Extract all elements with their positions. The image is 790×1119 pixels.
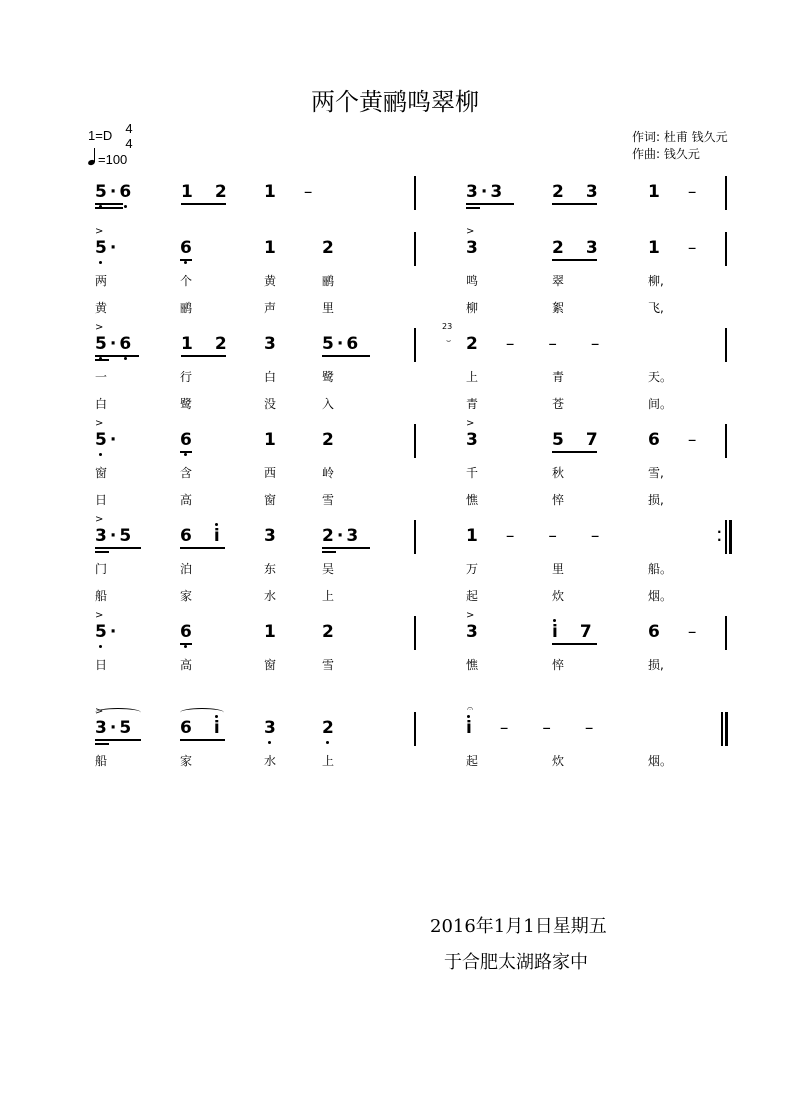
note-digit: 5 [119, 718, 132, 738]
note-digit [564, 182, 586, 202]
note-group [95, 238, 119, 258]
lyric-syllable: 黄 [95, 301, 108, 315]
lyric-syllable: 两 [95, 274, 108, 288]
fermata-icon: 𝄐 [467, 702, 474, 715]
note-digit: 6 [119, 334, 131, 354]
note-digit [660, 182, 682, 202]
note-digit: 2 [552, 238, 564, 258]
note-digit: i [552, 622, 558, 642]
credits [632, 129, 728, 163]
note-group [648, 430, 702, 450]
lyric-syllable: 上 [322, 754, 335, 768]
bar-line [414, 616, 416, 650]
beam-line [95, 739, 141, 741]
lyric-syllable: 日 [95, 493, 108, 507]
note-digit: 3 [95, 718, 107, 738]
note-group [552, 622, 592, 642]
note-digit: 5 [95, 238, 107, 258]
note-digit: 5 [95, 430, 107, 450]
time-signature-top: 4 [125, 121, 133, 136]
beam-line [180, 547, 225, 549]
note-digit: · [109, 182, 117, 202]
note-digit: · [480, 182, 488, 202]
note-digit: 6 [180, 526, 192, 546]
note-digit [557, 718, 579, 738]
note-digit: – [590, 334, 600, 354]
lyric-syllable: 天。 [648, 370, 673, 384]
lyric-syllable: 鹭 [322, 370, 335, 384]
time-signature [122, 121, 136, 151]
accent-mark-icon: > [466, 610, 475, 621]
bar-line [725, 328, 727, 362]
note-digit: 1 [466, 526, 478, 546]
note-group [264, 526, 276, 546]
beam-line [322, 355, 370, 357]
note-digit: – [505, 334, 515, 354]
lyric-syllable: 窗 [264, 493, 277, 507]
lyric-syllable: 窗 [264, 658, 277, 672]
note-digit: – [687, 622, 697, 642]
lyric-syllable: 悴 [552, 658, 565, 672]
lyric-syllable: 没 [264, 397, 277, 411]
lyric-syllable: 岭 [322, 466, 335, 480]
note-digit [192, 526, 214, 546]
note-digit: 5 [119, 526, 132, 546]
lyric-syllable: 损, [648, 493, 664, 507]
note-group [264, 238, 276, 258]
composer: 作曲: 钱久元 [632, 147, 700, 161]
lyric-syllable: 里 [322, 301, 335, 315]
note-group [552, 238, 598, 258]
low-octave-dot [124, 205, 127, 208]
key-signature: 1=D [88, 128, 113, 143]
low-octave-dot [268, 741, 271, 744]
note-group [95, 182, 131, 202]
note-group [466, 622, 478, 642]
note-digit: 2 [466, 334, 478, 354]
bar-line [414, 328, 416, 362]
note-digit [478, 526, 500, 546]
note-digit: 3 [264, 526, 276, 546]
lyric-syllable: 间。 [648, 397, 673, 411]
beam-line [95, 355, 139, 357]
lyric-syllable: 飞, [648, 301, 664, 315]
note-group [648, 182, 702, 202]
lyric-syllable: 鹂 [180, 301, 193, 315]
beam-line [322, 547, 370, 549]
lyric-syllable: 翠 [552, 274, 565, 288]
note-digit: 3 [585, 182, 598, 202]
note-digit: 3 [95, 526, 107, 546]
lyric-syllable: 吴 [322, 562, 335, 576]
high-octave-dot [553, 619, 556, 622]
note-digit: i [214, 718, 220, 738]
lyricist: 作词: 杜甫 钱久元 [632, 130, 728, 144]
note-digit: – [505, 526, 515, 546]
footer-date: 2016年1月1日星期五 [430, 916, 607, 937]
note-group [322, 430, 334, 450]
note-group [466, 526, 605, 546]
lyric-syllable: 青 [466, 397, 479, 411]
note-group [552, 430, 598, 450]
lyric-syllable: 家 [180, 589, 193, 603]
note-digit: i [214, 526, 220, 546]
footer-place: 于合肥太湖路家中 [444, 952, 588, 973]
beam-line [95, 207, 123, 209]
note-digit: 1 [181, 334, 193, 354]
note-digit: 6 [648, 622, 660, 642]
lyric-syllable: 高 [180, 658, 193, 672]
note-digit: 3 [466, 182, 478, 202]
note-digit: 3 [466, 430, 478, 450]
lyric-syllable: 鹂 [322, 274, 335, 288]
note-digit: – [590, 526, 600, 546]
beam-line [466, 207, 480, 209]
note-digit [520, 334, 542, 354]
note-digit: 1 [264, 238, 276, 258]
note-digit: 2 [322, 718, 334, 738]
tempo-marking [88, 150, 127, 167]
note-group [264, 430, 276, 450]
bar-line [725, 232, 727, 266]
accent-mark-icon: > [95, 322, 104, 333]
note-digit: – [687, 238, 697, 258]
low-octave-dot [184, 645, 187, 648]
lyric-syllable: 家 [180, 754, 193, 768]
note-digit [660, 622, 682, 642]
repeat-bar-line [725, 520, 727, 554]
lyric-syllable: 船 [95, 754, 108, 768]
time-signature-bottom: 4 [125, 136, 133, 151]
note-digit: · [109, 238, 117, 258]
lyric-syllable: 鸣 [466, 274, 479, 288]
beam-line [180, 451, 192, 453]
note-digit [514, 718, 536, 738]
beam-line [95, 547, 141, 549]
lyric-syllable: 憔 [466, 493, 479, 507]
note-digit: 3 [466, 622, 478, 642]
lyric-syllable: 千 [466, 466, 479, 480]
lyric-syllable: 雪, [648, 466, 664, 480]
beam-line [180, 739, 225, 741]
lyric-syllable: 絮 [552, 301, 565, 315]
lyric-syllable: 起 [466, 589, 479, 603]
note-digit: 3 [264, 334, 276, 354]
note-digit: · [336, 334, 344, 354]
note-digit: – [584, 718, 594, 738]
low-octave-dot [99, 453, 102, 456]
note-digit: 5 [95, 622, 107, 642]
note-digit: 2 [214, 182, 227, 202]
note-group [322, 718, 334, 738]
note-digit: 6 [180, 622, 192, 642]
note-digit: · [109, 526, 117, 546]
note-group [180, 430, 192, 450]
bar-line [414, 232, 416, 266]
note-digit: 2 [322, 622, 334, 642]
note-digit [563, 526, 585, 546]
lyric-syllable: 水 [264, 589, 277, 603]
lyric-syllable: 行 [180, 370, 193, 384]
lyric-syllable: 西 [264, 466, 277, 480]
note-group [95, 526, 131, 546]
note-digit: – [303, 182, 313, 202]
note-digit: 1 [181, 182, 193, 202]
lyric-syllable: 船。 [648, 562, 673, 576]
note-digit: 6 [180, 238, 192, 258]
beam-line [552, 451, 597, 453]
final-bar-thick [725, 712, 728, 746]
note-digit: 2 [214, 334, 227, 354]
note-digit: 3 [264, 718, 276, 738]
note-digit: – [542, 718, 551, 738]
lyric-syllable: 日 [95, 658, 108, 672]
grace-slur: ⌣ [446, 336, 452, 345]
note-digit [193, 182, 215, 202]
note-group [95, 334, 131, 354]
note-group [95, 622, 119, 642]
beam-line [552, 643, 597, 645]
note-digit: · [109, 334, 117, 354]
note-digit: 6 [119, 182, 131, 202]
note-digit: 6 [346, 334, 359, 354]
low-octave-dot [99, 645, 102, 648]
low-octave-dot [184, 453, 187, 456]
note-digit: · [109, 718, 117, 738]
lyric-syllable: 声 [264, 301, 277, 315]
note-digit [276, 182, 298, 202]
note-digit: 7 [579, 622, 592, 642]
note-group [181, 334, 227, 354]
bar-line [414, 176, 416, 210]
note-digit: · [336, 526, 344, 546]
note-group [466, 430, 478, 450]
note-digit: 3 [466, 238, 478, 258]
lyric-syllable: 烟。 [648, 589, 673, 603]
lyric-syllable: 炊 [552, 589, 565, 603]
lyric-syllable: 含 [180, 466, 193, 480]
accent-mark-icon: > [95, 226, 104, 237]
note-digit: 1 [648, 182, 660, 202]
note-digit [564, 238, 586, 258]
note-digit: 1 [264, 622, 276, 642]
grace-notes: 23 [442, 322, 453, 331]
note-digit [563, 334, 585, 354]
lyric-syllable: 上 [322, 589, 335, 603]
note-digit: · [109, 622, 117, 642]
tempo-value: =100 [98, 152, 128, 167]
lyric-syllable: 里 [552, 562, 565, 576]
note-group [181, 182, 227, 202]
note-digit: 1 [648, 238, 660, 258]
lyric-syllable: 青 [552, 370, 565, 384]
lyric-syllable: 憔 [466, 658, 479, 672]
note-digit: – [548, 526, 557, 546]
note-digit: 6 [180, 430, 192, 450]
bar-line [414, 424, 416, 458]
note-digit: – [687, 430, 697, 450]
note-digit: 5 [552, 430, 564, 450]
repeat-dots-icon: · · [717, 525, 722, 547]
note-group [648, 238, 702, 258]
accent-mark-icon: > [95, 610, 104, 621]
beam-line [95, 203, 123, 205]
note-group [264, 718, 276, 738]
lyric-syllable: 柳 [466, 301, 479, 315]
lyric-syllable: 起 [466, 754, 479, 768]
note-group [466, 238, 478, 258]
note-group [180, 622, 192, 642]
lyric-syllable: 损, [648, 658, 664, 672]
note-digit: 2 [322, 526, 334, 546]
note-group [95, 430, 119, 450]
note-digit [660, 238, 682, 258]
beam-line [181, 203, 226, 205]
note-group [95, 718, 131, 738]
repeat-bar-thick [729, 520, 732, 554]
note-digit: – [687, 182, 697, 202]
note-digit: · [109, 430, 117, 450]
accent-mark-icon: > [466, 418, 475, 429]
note-group [180, 238, 192, 258]
lyric-syllable: 入 [322, 397, 335, 411]
beam-line [181, 355, 226, 357]
note-group [180, 718, 220, 738]
accent-mark-icon: > [466, 226, 475, 237]
beam-line [552, 259, 597, 261]
note-group [552, 182, 598, 202]
bar-line [414, 520, 416, 554]
bar-line [725, 616, 727, 650]
beam-line [466, 203, 514, 205]
note-digit [558, 622, 580, 642]
beam-line [552, 203, 597, 205]
note-digit: 6 [180, 718, 192, 738]
note-digit [520, 526, 542, 546]
lyric-syllable: 黄 [264, 274, 277, 288]
lyric-syllable: 苍 [552, 397, 565, 411]
score-title: 两个黄鹂鸣翠柳 [311, 88, 479, 116]
note-group [648, 622, 702, 642]
lyric-syllable: 鹭 [180, 397, 193, 411]
note-group [466, 334, 605, 354]
bar-line [414, 712, 416, 746]
note-digit: 7 [585, 430, 598, 450]
beam-line [95, 359, 109, 361]
low-octave-dot [184, 261, 187, 264]
lyric-syllable: 东 [264, 562, 277, 576]
accent-mark-icon: > [95, 514, 104, 525]
slur-arc [95, 708, 141, 717]
note-group [322, 622, 334, 642]
lyric-syllable: 烟。 [648, 754, 673, 768]
lyric-syllable: 柳, [648, 274, 664, 288]
note-digit [193, 334, 215, 354]
note-digit: 5 [322, 334, 334, 354]
high-octave-dot [215, 523, 218, 526]
low-octave-dot [99, 261, 102, 264]
beam-line [95, 551, 109, 553]
note-digit [192, 718, 214, 738]
beam-line [95, 743, 109, 745]
lyric-syllable: 秋 [552, 466, 565, 480]
lyric-syllable: 雪 [322, 658, 335, 672]
lyric-syllable: 泊 [180, 562, 193, 576]
lyric-syllable: 水 [264, 754, 277, 768]
note-digit: 2 [322, 430, 334, 450]
note-digit: 5 [95, 334, 107, 354]
note-group [466, 718, 599, 738]
lyric-syllable: 船 [95, 589, 108, 603]
note-group [466, 182, 502, 202]
note-digit: 2 [322, 238, 334, 258]
accent-mark-icon: > [95, 706, 104, 717]
lyric-syllable: 白 [95, 397, 108, 411]
lyric-syllable: 万 [466, 562, 479, 576]
bar-line [725, 424, 727, 458]
note-group [180, 526, 220, 546]
note-digit [472, 718, 494, 738]
note-group [264, 334, 276, 354]
note-digit [660, 430, 682, 450]
note-digit: 1 [264, 182, 276, 202]
note-group [322, 334, 358, 354]
note-digit [478, 334, 500, 354]
note-digit: 5 [95, 182, 107, 202]
note-digit: 3 [490, 182, 503, 202]
lyric-syllable: 白 [264, 370, 277, 384]
note-stem [94, 148, 95, 162]
note-digit [564, 430, 586, 450]
note-digit: i [466, 718, 472, 738]
bar-line [725, 176, 727, 210]
slur-arc [180, 708, 224, 717]
beam-line [180, 643, 192, 645]
note-digit: 3 [346, 526, 359, 546]
lyric-syllable: 门 [95, 562, 108, 576]
lyric-syllable: 个 [180, 274, 193, 288]
note-group [322, 238, 334, 258]
low-octave-dot [326, 741, 329, 744]
lyric-syllable: 一 [95, 370, 108, 384]
beam-line [180, 259, 192, 261]
lyric-syllable: 上 [466, 370, 479, 384]
note-digit: 6 [648, 430, 660, 450]
note-digit: 2 [552, 182, 564, 202]
note-group [264, 622, 276, 642]
final-bar-line [721, 712, 723, 746]
note-digit: – [499, 718, 509, 738]
accent-mark-icon: > [95, 418, 104, 429]
lyric-syllable: 炊 [552, 754, 565, 768]
lyric-syllable: 雪 [322, 493, 335, 507]
note-group [264, 182, 318, 202]
note-digit: 3 [585, 238, 598, 258]
lyric-syllable: 窗 [95, 466, 108, 480]
note-digit: – [548, 334, 557, 354]
note-digit: 1 [264, 430, 276, 450]
beam-line [322, 551, 336, 553]
note-group [322, 526, 358, 546]
low-octave-dot [124, 357, 127, 360]
lyric-syllable: 悴 [552, 493, 565, 507]
lyric-syllable: 高 [180, 493, 193, 507]
